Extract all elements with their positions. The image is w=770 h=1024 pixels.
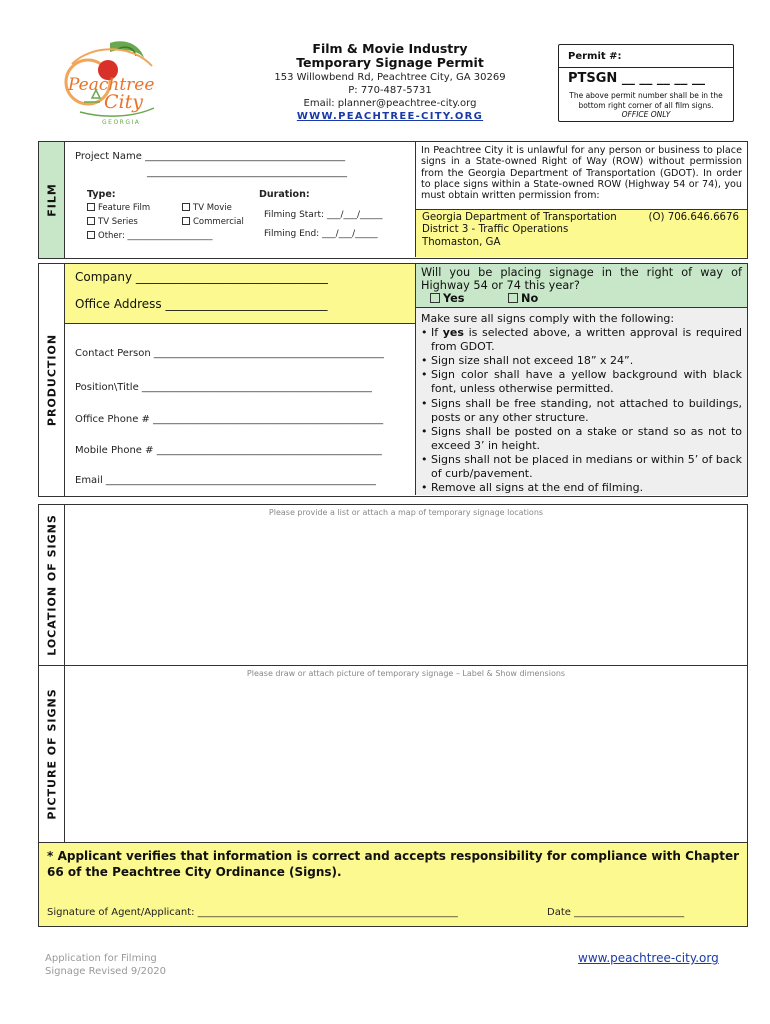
filming-start-field[interactable]: Filming Start: ___/___/_____ (264, 210, 383, 220)
logo-state: GEORGIA (102, 119, 141, 126)
film-sidebar (39, 142, 65, 258)
production-sidebar (39, 264, 65, 496)
comply-heading: Make sure all signs comply with the following: (421, 312, 675, 325)
logo-word-peachtree: Peachtree (68, 75, 155, 95)
row-notice-text: In Peachtree City it is unlawful for any person or business to place signs in a State-owned Right of Way (ROW) without permission from the Georgia Department of Transportation (GDOT). In order to place signs within a State-owned ROW (Highway 54 or 74), you must obtain written permission from: (421, 145, 742, 202)
row-notice (415, 142, 747, 257)
gdot-city: Thomaston, GA (422, 236, 501, 248)
permit-number-field[interactable]: PTSGN __ __ __ __ __ (568, 71, 705, 86)
location-sidebar-label: LOCATION OF SIGNS (45, 514, 58, 656)
no-label: No (521, 292, 539, 305)
checkbox[interactable] (87, 217, 95, 225)
office-address-field[interactable]: Office Address ___________________________ (75, 297, 328, 311)
checkbox[interactable] (182, 203, 190, 211)
filming-end-field[interactable]: Filming End: ___/___/_____ (264, 229, 378, 239)
picture-sidebar-label: PICTURE OF SIGNS (45, 688, 58, 820)
footer-line-1: Application for Filming (45, 953, 157, 964)
address: 153 Willowbend Rd, Peachtree City, GA 30269 (274, 72, 506, 83)
verification-block (38, 843, 748, 927)
type-tv-series-label: TV Series (98, 217, 138, 227)
signage-rules (415, 264, 747, 495)
rule-item: • Remove all signs at the end of filming. (421, 481, 742, 495)
production-sidebar-label: PRODUCTION (45, 333, 58, 427)
picture-hint: Please draw or attach picture of temporary signage – Label & Show dimensions (246, 669, 566, 678)
location-hint: Please provide a list or attach a map of temporary signage locations (268, 508, 544, 517)
yes-label: Yes (443, 292, 465, 305)
rule-item: • Sign size shall not exceed 18” x 24”. (421, 354, 742, 368)
duration-label: Duration: (259, 189, 310, 200)
type-other[interactable] (87, 231, 213, 241)
row-question (416, 264, 747, 308)
permit-note-text: The above permit number shall be in the bottom right corner of all film signs. (569, 91, 723, 110)
footer-website-link[interactable]: www.peachtree-city.org (578, 951, 719, 965)
location-section[interactable] (38, 504, 748, 666)
type-other-label: Other: ____________________ (98, 231, 213, 241)
footer-revision (45, 952, 166, 978)
email-field[interactable]: Email ______________________________________________________ (75, 475, 376, 486)
form-title (245, 42, 535, 70)
rule-item: • Sign color shall have a yellow background with black font, unless otherwise permitted. (421, 368, 742, 396)
office-phone-field[interactable]: Office Phone # ______________________________________________ (75, 414, 384, 425)
no-checkbox[interactable] (508, 293, 518, 303)
checkbox[interactable] (87, 231, 95, 239)
position-title-field[interactable]: Position\Title ______________________________________________ (75, 382, 372, 393)
yes-checkbox[interactable] (430, 293, 440, 303)
rule-item: • If yes is selected above, a written approval is required from GDOT. (421, 326, 742, 354)
contact-person-field[interactable]: Contact Person ______________________________________________ (75, 348, 384, 359)
footer-line-2: Signage Revised 9/2020 (45, 966, 167, 977)
type-tv-movie-label: TV Movie (193, 203, 232, 213)
picture-sidebar (39, 666, 65, 842)
email: Email: planner@peachtree-city.org (303, 98, 477, 109)
gdot-district: District 3 - Traffic Operations (422, 224, 569, 236)
date-field[interactable]: Date ______________________ (547, 907, 685, 918)
rule-item: • Signs shall be posted on a stake or stand so as not to exceed 3’ in height. (421, 425, 742, 453)
type-feature-film[interactable] (87, 203, 150, 213)
location-sidebar (39, 505, 65, 665)
film-sidebar-label: FILM (45, 183, 58, 217)
signature-field[interactable]: Signature of Agent/Applicant: ____________________________________________________ (47, 907, 458, 918)
website-link[interactable]: WWW.PEACHTREE-CITY.ORG (296, 111, 484, 122)
permit-label: Permit #: (568, 51, 622, 62)
type-commercial[interactable] (182, 217, 244, 227)
film-section (38, 141, 748, 259)
project-name-field[interactable]: Project Name ________________________________________ (75, 151, 346, 162)
logo-word-city: City (104, 91, 143, 113)
production-section (38, 263, 748, 497)
title-line-1: Film & Movie Industry (312, 41, 468, 56)
type-feature-film-label: Feature Film (98, 203, 151, 213)
peachtree-city-logo (62, 38, 158, 126)
mobile-phone-field[interactable]: Mobile Phone # _____________________________________________ (75, 445, 382, 456)
rule-item: • Signs shall not be placed in medians or within 5’ of back of curb/pavement. (421, 453, 742, 481)
verification-statement: * Applicant verifies that information is correct and accepts responsibility for compliance with Chapter 66 of the Peachtree City Ordinance (Signs). (47, 849, 739, 879)
type-tv-movie[interactable] (182, 203, 232, 213)
company-block (65, 264, 415, 324)
permit-box (558, 44, 734, 122)
gdot-contact (416, 209, 747, 257)
contact-block (245, 71, 535, 123)
row-question-text: Will you be placing signage in the right of way of Highway 54 or 74 this year? (421, 266, 742, 292)
checkbox[interactable] (87, 203, 95, 211)
no-option[interactable] (508, 292, 538, 305)
gdot-name: Georgia Department of Transportation (422, 212, 617, 223)
type-tv-series[interactable] (87, 217, 138, 227)
permit-note (563, 91, 729, 120)
picture-section[interactable] (38, 665, 748, 843)
type-label: Type: (87, 189, 116, 200)
office-only: OFFICE ONLY (621, 110, 671, 119)
phone: P: 770-487-5731 (348, 85, 432, 96)
rule-item: • Signs shall be free standing, not attached to buildings, posts or any other structure. (421, 397, 742, 425)
type-commercial-label: Commercial (193, 217, 244, 227)
title-line-2: Temporary Signage Permit (296, 55, 484, 70)
rules-list (416, 310, 747, 497)
project-name-field-cont[interactable]: ________________________________________ (147, 167, 347, 178)
gdot-phone: (O) 706.646.6676 (648, 212, 739, 223)
yes-option[interactable] (430, 292, 465, 305)
checkbox[interactable] (182, 217, 190, 225)
company-field[interactable]: Company ________________________________ (75, 270, 328, 284)
